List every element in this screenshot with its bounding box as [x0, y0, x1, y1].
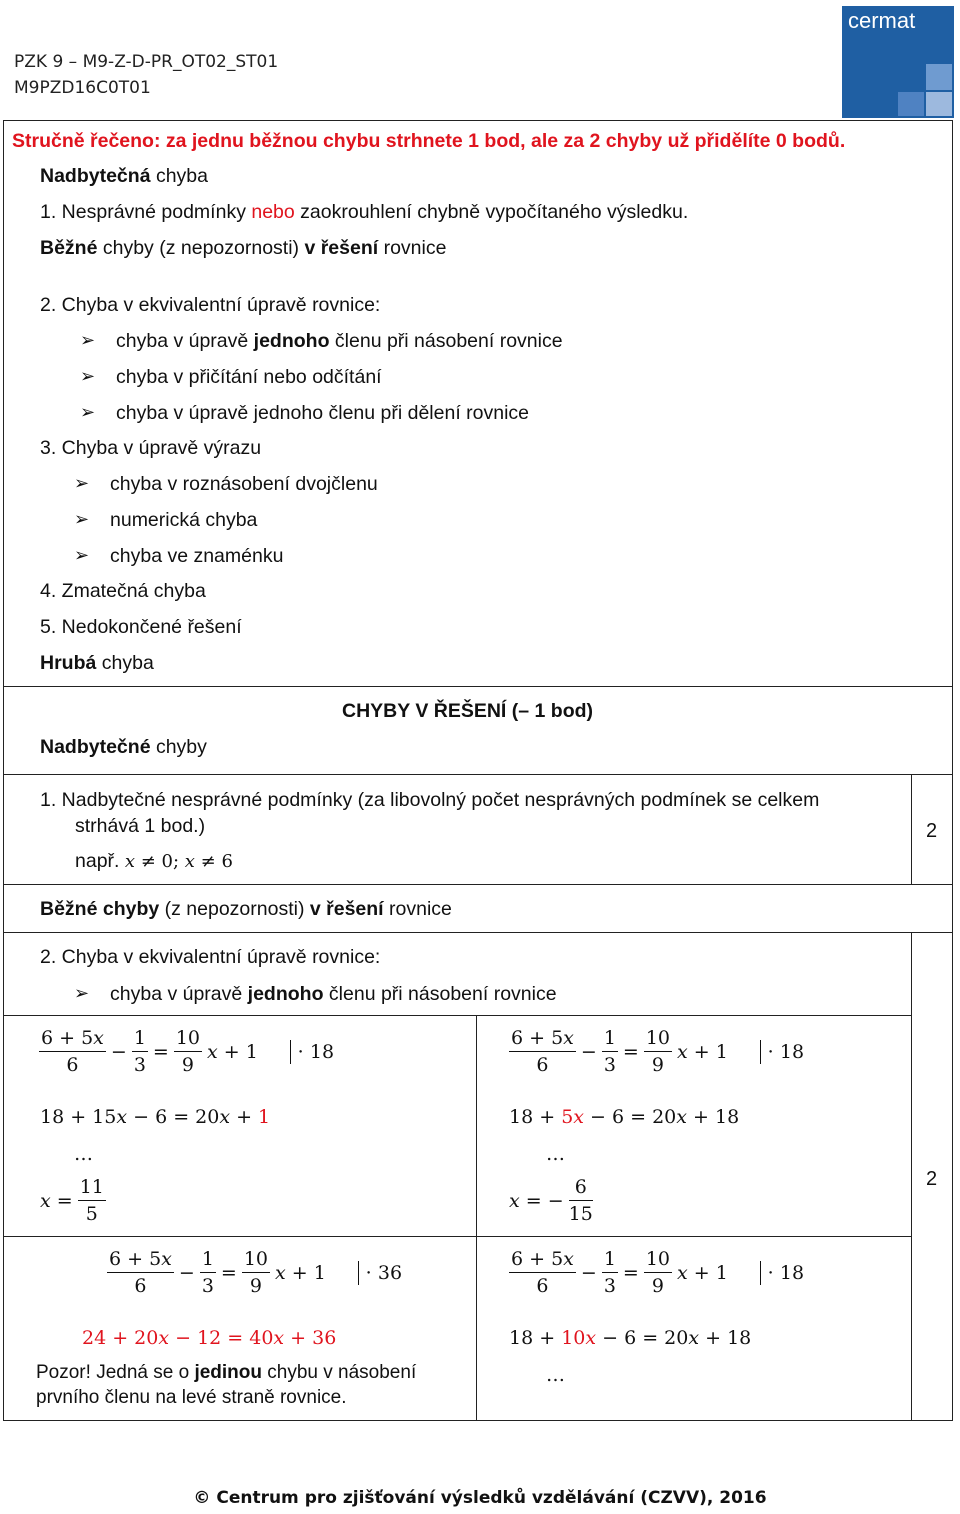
score-value: 2	[926, 1168, 938, 1190]
arrow-bullet-icon: ➢	[74, 473, 90, 493]
nadbytecne-heading: Nadbytečné chyby	[40, 736, 207, 758]
equation-step: 18 + 10𝑥 − 6 = 20𝑥 + 18	[509, 1327, 752, 1349]
arrow-bullet-icon: ➢	[80, 366, 96, 386]
bezne-heading: Běžné chyby (z nepozornosti) v řešení rovnice	[40, 237, 447, 259]
bezne-heading: Běžné chyby (z nepozornosti) v řešení rovnice	[40, 898, 452, 920]
list-subitem: chyba ve znaménku	[110, 545, 284, 567]
document-id: M9PZD16C0T01	[14, 78, 151, 98]
list-subitem: chyba v úpravě jednoho členu při dělení rovnice	[116, 402, 530, 424]
list-item: 3. Chyba v úpravě výrazu	[40, 437, 262, 459]
ellipsis: …	[74, 1143, 93, 1165]
list-subitem: numerická chyba	[110, 509, 258, 531]
equation-original: $\frac{\text{6 + 5𝑥}}{6}$ − $\frac{1}{3}$ = $\frac{10}{9}$ 𝑥 + 1 ⋅ 18	[41, 1027, 335, 1076]
list-subitem: chyba v přičítání nebo odčítání	[116, 366, 382, 388]
list-item: 2. Chyba v ekvivalentní úpravě rovnice:	[40, 294, 381, 316]
nadbytecna-heading: Nadbytečná chyba	[40, 165, 208, 187]
example-conditions: např. 𝑥 ≠ 0; 𝑥 ≠ 6	[75, 850, 233, 872]
equation-step: 18 + 15𝑥 − 6 = 20𝑥 + 1	[40, 1106, 271, 1128]
document-code: PZK 9 – M9-Z-D-PR_OT02_ST01	[14, 52, 279, 72]
warning-note: prvního členu na levé straně rovnice.	[36, 1387, 347, 1408]
list-item: 2. Chyba v ekvivalentní úpravě rovnice:	[40, 946, 381, 968]
hruba-heading: Hrubá chyba	[40, 652, 154, 674]
table-title: CHYBY V ŘEŠENÍ (– 1 bod)	[342, 700, 594, 722]
equation-original: $\frac{\text{6 + 5𝑥}}{6}$ − $\frac{1}{3}$ = $\frac{10}{9}$ 𝑥 + 1 ⋅ 18	[511, 1027, 805, 1076]
arrow-bullet-icon: ➢	[80, 402, 96, 422]
list-item: 1. Nesprávné podmínky nebo zaokrouhlení chybně vypočítaného výsledku.	[40, 201, 689, 223]
equation-original: $\frac{\text{6 + 5𝑥}}{6}$ − $\frac{1}{3}$ = $\frac{10}{9}$ 𝑥 + 1 ⋅ 18	[511, 1248, 805, 1297]
arrow-bullet-icon: ➢	[74, 545, 90, 565]
list-item: 5. Nedokončené řešení	[40, 616, 242, 638]
list-item: 4. Zmatečná chyba	[40, 580, 206, 602]
table-row-text: strhává 1 bod.)	[75, 815, 206, 837]
arrow-bullet-icon: ➢	[74, 509, 90, 529]
table-row-text: 1. Nadbytečné nesprávné podmínky (za libovolný počet nesprávných podmínek se celkem	[40, 789, 820, 811]
equation-result: 𝑥 = $\frac{11}{5}$	[40, 1176, 104, 1225]
list-subitem: chyba v úpravě jednoho členu při násobení rovnice	[110, 983, 557, 1005]
list-subitem: chyba v úpravě jednoho členu při násobení rovnice	[116, 330, 563, 352]
score-value: 2	[926, 820, 938, 842]
equation-result: 𝑥 = − $\frac{6}{15}$	[509, 1176, 593, 1225]
arrow-bullet-icon: ➢	[74, 983, 90, 1003]
ellipsis: …	[546, 1364, 565, 1386]
ellipsis: …	[546, 1143, 565, 1165]
equation-step: 18 + 5𝑥 − 6 = 20𝑥 + 18	[509, 1106, 740, 1128]
list-subitem: chyba v roznásobení dvojčlenu	[110, 473, 378, 495]
summary-note: Stručně řečeno: za jednu běžnou chybu strhnete 1 bod, ale za 2 chyby už přidělíte 0 bodů.	[12, 130, 846, 152]
arrow-bullet-icon: ➢	[80, 330, 96, 350]
footer-copyright: © Centrum pro zjišťování výsledků vzdělávání (CZVV), 2016	[193, 1488, 767, 1508]
equation-step: 24 + 20𝑥 − 12 = 40𝑥 + 36	[82, 1327, 337, 1349]
equation-original: $\frac{\text{6 + 5𝑥}}{6}$ − $\frac{1}{3}$ = $\frac{10}{9}$ 𝑥 + 1 ⋅ 36	[109, 1248, 403, 1297]
warning-note: Pozor! Jedná se o jedinou chybu v násobení	[36, 1362, 417, 1383]
cermat-logo	[842, 6, 954, 118]
logo-text: cermat	[848, 8, 916, 33]
